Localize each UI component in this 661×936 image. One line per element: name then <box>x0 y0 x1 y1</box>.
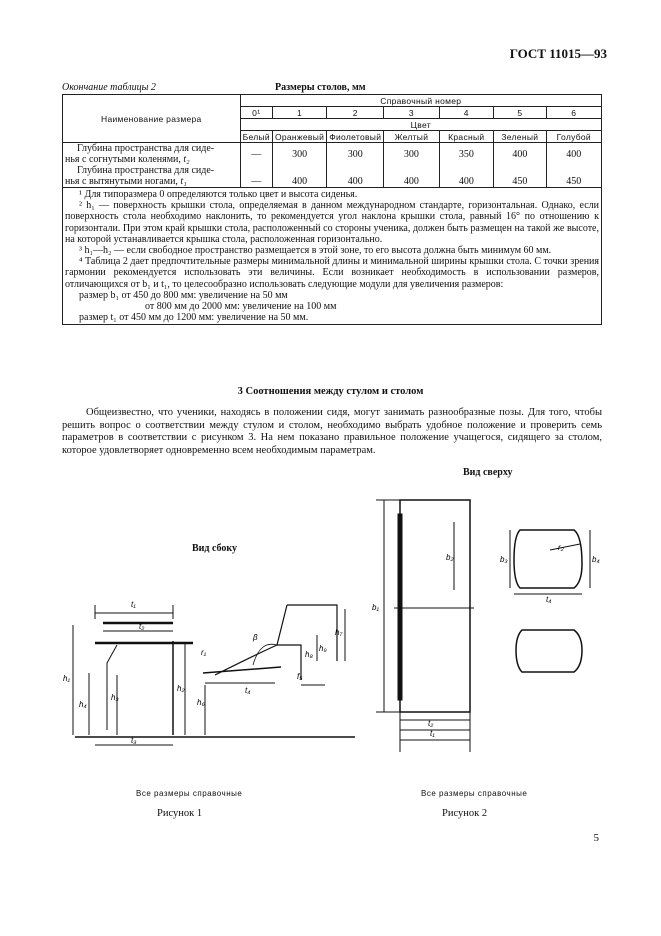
side-view-drawing <box>55 585 365 770</box>
dim-h1: h₁ <box>63 674 70 683</box>
dim-h7: h₇ <box>335 628 343 637</box>
table-cell: — <box>240 165 272 188</box>
dim-t4: t₄ <box>245 686 251 695</box>
dim-r2: r₂ <box>558 543 564 552</box>
color-cell: Оранжевый <box>272 131 326 143</box>
ref-number: 1 <box>272 107 326 119</box>
dim-t3: t₃ <box>131 736 137 745</box>
dim-b1: b₁ <box>372 603 379 612</box>
ref-number: 5 <box>494 107 547 119</box>
module-line-2: от 800 мм до 2000 мм: увеличение на 100 мм <box>145 301 337 313</box>
document-code: ГОСТ 11015—93 <box>509 46 607 61</box>
color-cell: Голубой <box>546 131 601 143</box>
dim-h6: h₆ <box>197 698 205 707</box>
note-2: ² h₁ — поверхность крышки стола, определяемая в данном международном стандарте, горизонтальная. Однако, если поверхность стола необходимо наклонить, то рекомендуется угол наклона крышки стола, равный 16° по отношению к горизонтали. При этом край крышки стола, расположенный со стороны ученика, должен быть размещен на такой же высоте, на которой устанавливается крышка стола, расположенная горизонтально. <box>65 200 599 245</box>
dim-h9: h₉ <box>319 644 327 653</box>
figure-1-caption: Рисунок 1 <box>157 808 203 819</box>
table-cell: 400 <box>439 165 493 188</box>
dim-t2: t₂ <box>139 622 145 631</box>
ref-number: 3 <box>384 107 439 119</box>
dim-b4: b₄ <box>592 555 600 564</box>
table-cell: 400 <box>384 165 439 188</box>
dimensions-table <box>62 94 602 325</box>
ref-number: 2 <box>327 107 384 119</box>
table-cell: 400 <box>327 165 384 188</box>
module-line-1: размер b₁ от 450 до 800 мм: увеличение на 50 мм <box>79 289 288 301</box>
table-cell: 350 <box>439 143 493 166</box>
dim-t1-top: t₁ <box>430 729 435 738</box>
table-row <box>63 165 602 188</box>
color-cell: Желтый <box>384 131 439 143</box>
dim-beta: β <box>253 633 258 642</box>
table-notes <box>63 188 602 325</box>
table-continuation-caption: Окончание таблицы 2 <box>62 82 156 93</box>
body-paragraph: Общеизвестно, что ученики, находясь в положении сидя, могут занимать разнообразные позы. Для того, чтобы решить вопрос о соответствии между стулом и столом, необходимо выбрать удобное положение и проверить семь параметров в соответствии с рисунком 3. На нем показано правильное положение учащегося, сидящего за столом, которое удовлетворяет одновременно всем необходимым параметрам. <box>62 407 602 456</box>
ref-number: 0¹ <box>240 107 272 119</box>
dim-h4: h₄ <box>79 700 87 709</box>
dim-t2-top: t₂ <box>428 719 434 728</box>
table-title: Размеры столов, мм <box>275 82 366 93</box>
dim-r1: r₁ <box>201 648 207 657</box>
dim-t1: t₁ <box>131 600 136 609</box>
module-line-3: размер t₁ от 450 мм до 1200 мм: увеличение на 50 мм. <box>79 312 309 324</box>
color-cell: Зеленый <box>494 131 547 143</box>
dim-f5: f₅ <box>297 672 303 681</box>
section-heading: 3 Соотношения между стулом и столом <box>237 386 424 397</box>
dim-b3: b₃ <box>500 555 508 564</box>
row-label: Глубина пространства для сиде- нья с вытянутыми ногами, t₁ <box>63 165 241 188</box>
page-number: 5 <box>593 832 599 844</box>
table-cell: 400 <box>494 143 547 166</box>
table-cell: 300 <box>272 143 326 166</box>
figure-2-caption: Рисунок 2 <box>442 808 488 819</box>
ref-number: 4 <box>439 107 493 119</box>
table-cell: 450 <box>546 165 601 188</box>
note-3: ³ h₁—h₂ — если свободное пространство размещается в этой зоне, то его высота должна быть минимум 60 мм. <box>79 245 552 257</box>
figure-2-note: Все размеры справочные <box>421 789 528 798</box>
color-cell: Фиолетовый <box>327 131 384 143</box>
note-1: ¹ Для типоразмера 0 определяются только цвет и высота сиденья. <box>79 189 358 200</box>
dim-t4-top: t₄ <box>546 595 552 604</box>
table-cell: 300 <box>327 143 384 166</box>
color-cell: Красный <box>439 131 493 143</box>
side-view-label: Вид сбоку <box>192 543 238 554</box>
column-header-name: Наименование размера <box>63 95 241 143</box>
top-view-drawing <box>370 490 605 760</box>
table-cell: 300 <box>384 143 439 166</box>
table-cell: — <box>240 143 272 166</box>
table-cell: 400 <box>546 143 601 166</box>
row-label: Глубина пространства для сиде- нья с согнутыми коленями, t₂ <box>63 143 241 166</box>
color-header: Цвет <box>240 119 601 131</box>
table-cell: 400 <box>272 165 326 188</box>
color-cell: Белый <box>240 131 272 143</box>
note-4: ⁴ Таблица 2 дает предпочтительные размеры минимальной длины и минимальной ширины крышки стола. С точки зрения гармонии рекомендуется использовать эти величины. Если возникает необходимость в использовании размеров, отличающихся от b₁ и t₁, то целесообразно использовать следующие модули для увеличения размеров: <box>65 256 599 290</box>
dim-h3: h₃ <box>111 693 119 702</box>
ref-number-header: Справочный номер <box>240 95 601 107</box>
dim-b2: b₂ <box>446 553 454 562</box>
top-view-label: Вид сверху <box>463 467 513 478</box>
table-cell: 450 <box>494 165 547 188</box>
table-row <box>63 143 602 166</box>
dim-h8: h₈ <box>305 650 313 659</box>
figure-1-note: Все размеры справочные <box>136 789 243 798</box>
dim-h2: h₂ <box>177 684 185 693</box>
ref-number: 6 <box>546 107 601 119</box>
